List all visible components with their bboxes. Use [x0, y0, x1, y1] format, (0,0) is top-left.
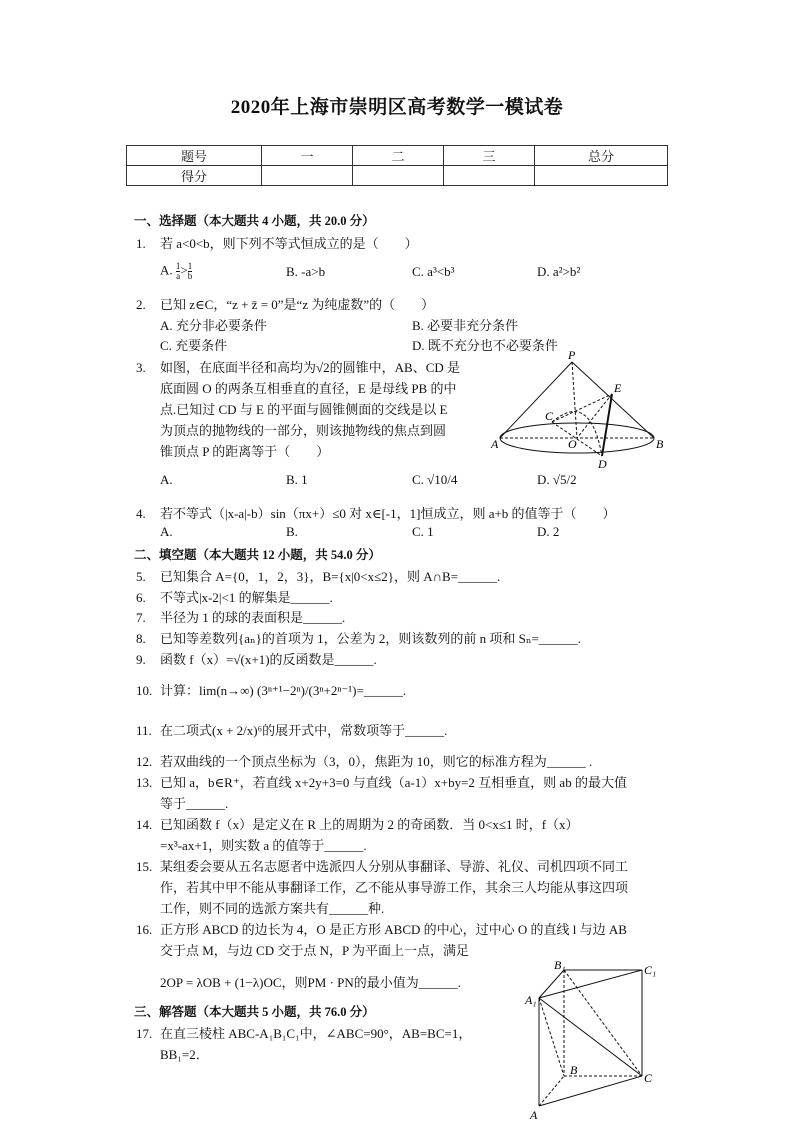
question-number: 11.: [136, 723, 152, 738]
cone-slant-left: [500, 362, 572, 438]
question-number: 4.: [136, 506, 146, 521]
question-number: 7.: [136, 610, 146, 625]
option-d: D. a²>b²: [537, 264, 581, 279]
question-text: 已知函数 f（x）是定义在 R 上的周期为 2 的奇函数．当 0<x≤1 时，f（x）: [160, 817, 579, 832]
question-16-line: 交于点 M，与边 CD 交于点 N，P 为平面上一点，满足: [160, 943, 470, 958]
question-text: 在直三棱柱 ABC-A₁B₁C₁中，∠ABC=90°，AB=BC=1，: [160, 1026, 472, 1041]
option-c: C. 充要条件: [160, 338, 228, 353]
question-15-line: 作，若其中甲不能从事翻译工作，乙不能从事导游工作，其余三人均能从事这四项: [160, 880, 629, 895]
cone-slant-right: [572, 362, 654, 438]
diagonal-b1c: [564, 970, 642, 1076]
segment-ed: [602, 394, 612, 456]
score-cell: [262, 166, 353, 186]
question-3-line: 为顶点的抛物线的一部分，则该抛物线的焦点到圆: [160, 423, 447, 438]
fraction-1-over-b: $\frac{1}{b}$: [187, 261, 193, 281]
option-a: A.: [160, 524, 173, 539]
question-number: 3.: [136, 360, 146, 375]
diagonal-a1b: [539, 998, 564, 1076]
label-b: B: [656, 437, 664, 451]
question-stem: 若不等式（|x-a|-b）sin（πx+）≤0 对 x∈[-1，1]恒成立，则 a+b 的值等于（ ）: [160, 506, 616, 521]
section-heading: 二、填空题（本大题共 12 小题，共 54.0 分）: [134, 548, 381, 562]
option-b: B. -a>b: [286, 264, 326, 279]
prism-figure: [524, 958, 664, 1121]
question-8: [136, 628, 581, 647]
question-number: 16.: [136, 922, 153, 937]
question-6: [136, 587, 333, 606]
question-2: [136, 294, 434, 313]
edge-ac: [539, 1076, 642, 1106]
question-number: 12.: [136, 754, 153, 769]
label-c: C: [545, 409, 554, 423]
label-c: C: [644, 1071, 653, 1085]
cone-figure: [490, 350, 670, 475]
label-c1: C₁: [644, 963, 657, 977]
score-table: [126, 145, 668, 186]
question-3-line: 锥顶点 P 的距离等于（ ）: [160, 444, 330, 459]
question-text: 已知集合 A={0，1，2，3}，B={x|0<x≤2}，则 A∩B=______.: [160, 569, 501, 584]
question-16: [136, 919, 627, 938]
score-row-label: 得分: [127, 166, 262, 186]
label-e: E: [614, 381, 622, 395]
question-number: 5.: [136, 569, 146, 584]
question-text: 计算：lim(n→∞) (3ⁿ⁺¹−2ⁿ)/(3ⁿ+2ⁿ⁻¹)=______.: [160, 683, 407, 698]
option-c: C. 1: [412, 524, 434, 539]
question-text: 半径为 1 的球的表面积是______.: [160, 610, 346, 625]
score-header-cell: 一: [262, 146, 353, 166]
option-c: C. √10/4: [412, 472, 458, 487]
question-text: 已知 a，b∈R⁺，若直线 x+2y+3=0 与直线（a-1）x+by=2 互相垂直，则 ab 的最大值: [160, 775, 627, 790]
score-cell: [444, 166, 535, 186]
question-number: 1.: [136, 236, 146, 251]
question-3-line: [136, 357, 460, 376]
label-a1: A₁: [525, 993, 537, 1007]
question-14-line: =x³-ax+1，则实数 a 的值等于______.: [160, 838, 367, 853]
option-d: D. 既不充分也不必要条件: [412, 338, 558, 353]
edge-ab: [539, 1076, 564, 1106]
question-number: 9.: [136, 652, 146, 667]
question-text: 如图，在底面半径和高均为√2的圆锥中，AB、CD 是: [160, 360, 461, 375]
score-header-cell: 题号: [127, 146, 262, 166]
option-a: A.: [160, 472, 173, 487]
score-header-cell: 三: [444, 146, 535, 166]
edge-a1b1: [539, 970, 564, 998]
label-a: A: [530, 1108, 538, 1121]
question-text: 若双曲线的一个顶点坐标为（3，0），焦距为 10，则它的标准方程为______ .: [160, 754, 593, 769]
score-header-cell: 二: [353, 146, 444, 166]
label-a: A: [491, 437, 499, 451]
question-15: [136, 856, 628, 875]
question-17-line: BB₁=2．: [160, 1047, 209, 1062]
question-text: 已知等差数列{aₙ}的首项为 1，公差为 2，则该数列的前 n 项和 Sₙ=______.: [160, 631, 582, 646]
option-b: B. 1: [286, 472, 308, 487]
question-number: 8.: [136, 631, 146, 646]
question-4: [136, 503, 616, 522]
question-stem: 已知 z∈C，“z + z̄ = 0”是“z 为纯虚数”的（ ）: [160, 297, 435, 312]
question-text: 某组委会要从五名志愿者中选派四人分别从事翻译、导游、礼仪、司机四项不同工: [160, 859, 629, 874]
question-number: 14.: [136, 817, 153, 832]
section-heading: 三、解答题（本大题共 5 小题，共 76.0 分）: [134, 1005, 375, 1019]
page-title: 2020年上海市崇明区高考数学一模试卷: [230, 97, 564, 118]
question-5: [136, 566, 500, 585]
question-13-line: 等于______.: [160, 796, 229, 811]
question-17: [136, 1023, 471, 1042]
question-number: 10.: [136, 683, 153, 698]
diagonal-a1c: [539, 998, 642, 1076]
question-3-line: 底面圆 O 的两条互相垂直的直径，E 是母线 PB 的中: [160, 381, 457, 396]
option-b: B.: [286, 524, 298, 539]
question-text: 不等式|x-2|<1 的解集是______.: [160, 590, 333, 605]
score-header-cell: 总分: [535, 146, 668, 166]
question-15-line: 工作，则不同的选派方案共有______种.: [160, 901, 385, 916]
question-3-line: 点.已知过 CD 与 E 的平面与圆锥侧面的交线是以 E: [160, 402, 448, 417]
label-d: D: [598, 457, 607, 471]
option-d: D. √5/2: [537, 472, 577, 487]
label-p: P: [568, 350, 576, 362]
option-a: A. 充分非必要条件: [160, 318, 267, 333]
question-14: [136, 814, 579, 833]
option-label: A.: [160, 262, 173, 278]
edge-a1c1: [539, 970, 642, 998]
question-13: [136, 772, 627, 791]
label-o: O: [568, 437, 577, 451]
question-12: [136, 751, 592, 770]
fraction-1-over-a: $\frac{1}{a}$: [175, 261, 181, 281]
question-text: 在二项式(x + 2/x)⁶的展开式中，常数项等于______.: [160, 723, 448, 738]
cone-height: [572, 362, 577, 438]
question-1: [136, 233, 418, 252]
label-b1: B₁: [554, 958, 566, 972]
score-cell: [535, 166, 668, 186]
question-9: [136, 649, 377, 668]
option-c: C. a³<b³: [412, 264, 455, 279]
question-7: [136, 607, 345, 626]
option-d: D. 2: [537, 524, 560, 539]
question-11: [136, 720, 447, 739]
question-number: 6.: [136, 590, 146, 605]
question-text: 正方形 ABCD 的边长为 4，O 是正方形 ABCD 的中心，过中心 O 的直线 l 与边 AB: [160, 922, 627, 937]
section-heading: 一、选择题（本大题共 4 小题，共 20.0 分）: [134, 214, 375, 228]
question-number: 15.: [136, 859, 153, 874]
option-b: B. 必要非充分条件: [412, 318, 519, 333]
question-10: [136, 680, 406, 699]
question-number: 13.: [136, 775, 153, 790]
diameter-cd: [552, 422, 602, 456]
segment-ce: [552, 394, 612, 422]
question-number: 2.: [136, 297, 146, 312]
question-text: 函数 f（x）=√(x+1)的反函数是______.: [160, 652, 377, 667]
score-cell: [353, 166, 444, 186]
question-stem: 若 a<0<b，则下列不等式恒成立的是（ ）: [160, 236, 418, 251]
option-a: A. $\frac{1}{a}$ > $\frac{1}{b}$: [160, 261, 193, 281]
question-number: 17.: [136, 1026, 153, 1041]
label-b: B: [570, 1063, 578, 1077]
question-16-line: 2OP = λOB + (1−λ)OC，则PM · PN的最小值为______.: [160, 975, 461, 990]
